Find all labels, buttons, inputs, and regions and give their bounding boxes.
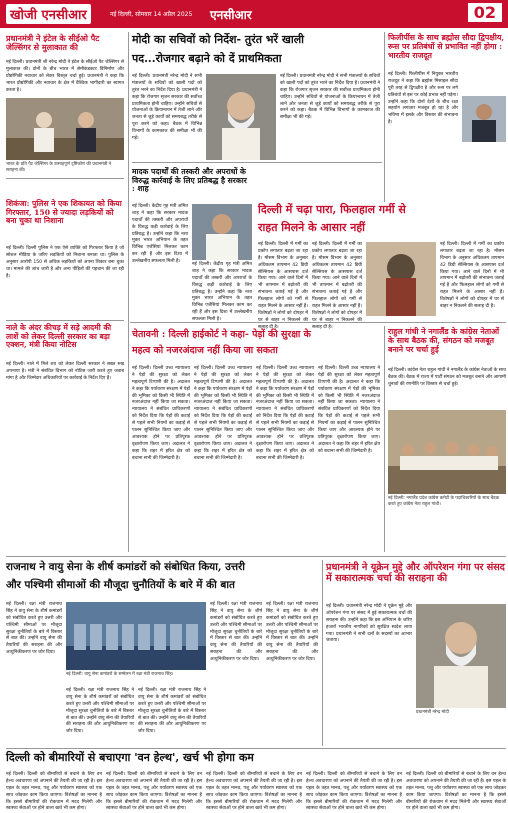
story-arrest-body: नई दिल्ली। दिल्ली पुलिस ने एक ऐसे व्यक्ति को गिरफ्तार किया है जो सोशल मीडिया के जरिए लड़कियों को निशाना बनाता था। पुलिस के अनुसार आरोपी 150 से अधिक लड़कियों को अपना शिकार बना चुका था। मामले की जांच जारी है और अन्य पीड़ितों की पहचान की जा रही है।: [6, 246, 124, 279]
masthead-date: नई दिल्ली, सोमवार 14 अप्रैल 2025: [110, 11, 193, 18]
rajnath-story-body-cont2: नई दिल्ली। रक्षा मंत्री राजनाथ सिंह ने वायु सेना के शीर्ष कमांडरों को संबोधित करते हुए उत्तरी और पश्चिमी सीमाओं पर मौजूदा सुरक्षा चुनौतियों के बारे में विस्तार से बात की। उन्होंने वायु सेना की तैयारियों की सराहना की और आधुनिकीकरण पर जोर दिया।: [138, 688, 206, 735]
column-divider: [384, 326, 385, 552]
hc-headline-line1: चेतावनी : दिल्ली हाईकोर्ट ने कहा- पेड़ों की सुरक्षा के: [132, 329, 311, 340]
page-number: 02: [468, 3, 502, 22]
weather-story-body: नई दिल्ली। दिल्ली में गर्मी का प्रकोप लगातार बढ़ता जा रहा है। मौसम विभाग के अनुसार अधिकतम तापमान 42 डिग्री सेल्सियस के आसपास दर्ज किया गया। आने वाले दिनों में भी तापमान में बढ़ोतरी की संभावना जताई गई है और फिलहाल लोगों को गर्मी से राहत मिलने के आसार नहीं हैं। विशेषज्ञों ने लोगों को दोपहर में घर से बाहर न निकलने की सलाह दी है।: [258, 242, 308, 330]
photo-amit-shah: [192, 204, 252, 260]
hc-story-body-cont2: नई दिल्ली। दिल्ली उच्च न्यायालय ने पेड़ों की सुरक्षा को लेकर महत्वपूर्ण टिप्पणी की है। अदालत ने कहा कि पर्यावरण संरक्षण में पेड़ों की भूमिका को किसी भी स्थिति में नजरअंदाज नहीं किया जा सकता। न्यायालय ने संबंधित प्राधिकरणों को निर्देश दिया कि पेड़ों की कटाई से पहले सभी नियमों का कड़ाई से पालन सुनिश्चित किया जाए और आवश्यक होने पर प्रतिपूरक वृक्षारोपण किया जाए। अदालत ने कहा कि शहर में हरित क्षेत्र को बचाना सभी की जिम्मेदारी है।: [256, 366, 315, 461]
photo-rahul-meeting-graphic: [388, 410, 506, 494]
photo-pm-parliament: [416, 604, 506, 708]
story-health-body-cont3: नई दिल्ली। दिल्ली को बीमारियों से बचाने के लिए वन हेल्थ अवधारणा को अपनाने की तैयारी की जा रही है। इस पहल के तहत मानव, पशु और पर्यावरण स्वास्थ्य को एक साथ जोड़कर काम किया जाएगा। विशेषज्ञों का मानना है कि इससे बीमारियों की रोकथाम में मदद मिलेगी और स्वास्थ्य सेवाओं पर होने वाला खर्च भी कम होगा।: [306, 772, 402, 812]
column-divider: [128, 32, 129, 552]
story-health-body-cont4: नई दिल्ली। दिल्ली को बीमारियों से बचाने के लिए वन हेल्थ अवधारणा को अपनाने की तैयारी की जा रही है। इस पहल के तहत मानव, पशु और पर्यावरण स्वास्थ्य को एक साथ जोड़कर काम किया जाएगा। विशेषज्ञों का मानना है कि इससे बीमारियों की रोकथाम में मदद मिलेगी और स्वास्थ्य सेवाओं पर होने वाला खर्च भी कम होगा।: [406, 772, 506, 812]
column-divider: [322, 560, 323, 746]
divider: [130, 322, 506, 323]
main-story-body: नई दिल्ली। प्रधानमंत्री नरेन्द्र मोदी ने सभी मंत्रालयों के सचिवों को खाली पदों को तुरंत भरने का निर्देश दिया है। प्रधानमंत्री ने कहा कि रोजगार सृजन सरकार की सर्वोच्च प्राथमिकता होनी चाहिए। उन्होंने सचिवों से योजनाओं के क्रियान्वयन में तेजी लाने और जनता से जुड़े कार्यों को समयबद्ध तरीके से पूरा करने को कहा। बैठक में विभिन्न विभागों के कामकाज की समीक्षा भी की गई।: [132, 74, 202, 142]
story-intel-headline: प्रधानमंत्री ने इंटेल के सीईओ पैट जेल्सिंगर से मुलाकात की: [6, 33, 100, 53]
divider: [6, 748, 506, 749]
story-ukraine-body: नई दिल्ली। प्रधानमंत्री नरेन्द्र मोदी ने यूक्रेन मुद्दे और ऑपरेशन गंगा पर संसद में हुई सकारात्मक चर्चा की सराहना की। उन्होंने कहा कि इस अभियान के जरिए हजारों भारतीय नागरिकों को सुरक्षित स्वदेश लाया गया। प्रधानमंत्री ने सभी दलों के सदस्यों का आभार जताया।: [326, 604, 412, 644]
story-ukraine-caption: प्रधानमंत्री नरेन्द्र मोदी: [416, 710, 449, 715]
rajnath-headline-line1: राजनाथ ने वायु सेना के शीर्ष कमांडरों को संबोधित किया, उत्तरी: [6, 561, 245, 573]
section-name: एनसीआर: [210, 8, 252, 22]
rajnath-story-body-cont: नई दिल्ली। रक्षा मंत्री राजनाथ सिंह ने वायु सेना के शीर्ष कमांडरों को संबोधित करते हुए उत्तरी और पश्चिमी सीमाओं पर मौजूदा सुरक्षा चुनौतियों के बारे में विस्तार से बात की। उन्होंने वायु सेना की तैयारियों की सराहना की और आधुनिकीकरण पर जोर दिया।: [66, 688, 134, 735]
photo-heat-graphic: [366, 242, 436, 316]
masthead: [0, 0, 508, 28]
photo-pm-modi-graphic: [206, 74, 276, 160]
weather-headline-line1: दिल्ली में चढ़ा पारा, फिलहाल गर्मी से: [258, 203, 406, 216]
photo-heat: [366, 242, 436, 316]
divider: [6, 178, 124, 179]
rajnath-story-body-cont3: नई दिल्ली। रक्षा मंत्री राजनाथ सिंह ने वायु सेना के शीर्ष कमांडरों को संबोधित करते हुए उत्तरी और पश्चिमी सीमाओं पर मौजूदा सुरक्षा चुनौतियों के बारे में विस्तार से बात की। उन्होंने वायु सेना की तैयारियों की सराहना की और आधुनिकीकरण पर जोर दिया।: [210, 602, 262, 663]
rajnath-story-body-cont4: नई दिल्ली। रक्षा मंत्री राजनाथ सिंह ने वायु सेना के शीर्ष कमांडरों को संबोधित करते हुए उत्तरी और पश्चिमी सीमाओं पर मौजूदा सुरक्षा चुनौतियों के बारे में विस्तार से बात की। उन्होंने वायु सेना की तैयारियों की सराहना की और आधुनिकीकरण पर जोर दिया।: [266, 602, 318, 663]
story-rahul-caption: नई दिल्ली: नगालैंड प्रदेश कांग्रेस कमेटी के पदाधिकारियों के साथ बैठक करते हुए कांग्रेस नेता राहुल गांधी।: [388, 496, 500, 508]
hc-story-body-cont: नई दिल्ली। दिल्ली उच्च न्यायालय ने पेड़ों की सुरक्षा को लेकर महत्वपूर्ण टिप्पणी की है। अदालत ने कहा कि पर्यावरण संरक्षण में पेड़ों की भूमिका को किसी भी स्थिति में नजरअंदाज नहीं किया जा सकता। न्यायालय ने संबंधित प्राधिकरणों को निर्देश दिया कि पेड़ों की कटाई से पहले सभी नियमों का कड़ाई से पालन सुनिश्चित किया जाए और आवश्यक होने पर प्रतिपूरक वृक्षारोपण किया जाए। अदालत ने कहा कि शहर में हरित क्षेत्र को बचाना सभी की जिम्मेदारी है।: [194, 366, 253, 461]
photo-iaf-commanders: [66, 602, 206, 670]
hc-story-body: नई दिल्ली। दिल्ली उच्च न्यायालय ने पेड़ों की सुरक्षा को लेकर महत्वपूर्ण टिप्पणी की है। अदालत ने कहा कि पर्यावरण संरक्षण में पेड़ों की भूमिका को किसी भी स्थिति में नजरअंदाज नहीं किया जा सकता। न्यायालय ने संबंधित प्राधिकरणों को निर्देश दिया कि पेड़ों की कटाई से पहले सभी नियमों का कड़ाई से पालन सुनिश्चित किया जाए और आवश्यक होने पर प्रतिपूरक वृक्षारोपण किया जाए। अदालत ने कहा कि शहर में हरित क्षेत्र को बचाना सभी की जिम्मेदारी है।: [132, 366, 191, 461]
story-shah-headline: मादक पदार्थों की तस्करी और अपराधों के विरुद्ध कार्रवाई के लिए प्रतिबद्ध है सरकार : शाह: [132, 167, 247, 194]
story-intel-caption: भारत के प्रति पैट जेल्सिंगर के उत्साहपूर्ण दृष्टिकोण की प्रधानमंत्री ने सराहना की।: [6, 162, 112, 174]
story-health-headline: दिल्ली को बीमारियों से बचाएगा 'वन हेल्थ', खर्च भी होगा कम: [6, 751, 254, 764]
photo-ambassador: [462, 96, 506, 142]
story-arrest-headline: शिकंजा: पुलिस ने एक शिकायत को किया गिरफ्तार, 150 से ज्यादा लड़कियों को बना चुका था निशाना: [6, 199, 122, 226]
divider: [6, 320, 124, 321]
divider: [6, 556, 506, 557]
main-headline-line1: मोदी का सचिवों को निर्देश- तुरंत भरें खाली: [132, 33, 305, 46]
column-divider: [384, 32, 385, 202]
story-brahmos-body: नई दिल्ली। फिलीपींस में नियुक्त भारतीय राजदूत ने कहा कि ब्रह्मोस मिसाइल सौदा पूरी तरह से द्विपक्षीय है और रूस पर लगे प्रतिबंधों से इस पर कोई प्रभाव नहीं पड़ेगा। उन्होंने कहा कि दोनों देशों के बीच रक्षा सहयोग लगातार मजबूत हो रहा है और भविष्य में इसके और विस्तार की संभावना है।: [388, 72, 458, 126]
weather-story-body-cont: नई दिल्ली। दिल्ली में गर्मी का प्रकोप लगातार बढ़ता जा रहा है। मौसम विभाग के अनुसार अधिकतम तापमान 42 डिग्री सेल्सियस के आसपास दर्ज किया गया। आने वाले दिनों में भी तापमान में बढ़ोतरी की संभावना जताई गई है और फिलहाल लोगों को गर्मी से राहत मिलने के आसार नहीं हैं। विशेषज्ञों ने लोगों को दोपहर में घर से बाहर न निकलने की सलाह दी है।: [312, 242, 362, 330]
story-intel-body: नई दिल्ली। प्रधानमंत्री श्री नरेन्द्र मोदी ने इंटेल के सीईओ पैट जेल्सिंगर से मुलाकात की। दोनों के बीच भारत में सेमीकंडक्टर विनिर्माण और प्रौद्योगिकी नवाचार को लेकर विस्तृत चर्चा हुई। प्रधानमंत्री ने कहा कि भारत प्रौद्योगिकी और नवाचार के क्षेत्र में वैश्विक भागीदारी का स्वागत करता है।: [6, 60, 124, 93]
paper-logo: खोजी एनसीआर: [6, 4, 91, 24]
story-ukraine-headline: प्रधानमंत्री ने यूक्रेन मुद्दे और ऑपरेशन गंगा पर संसद में सकारात्मक चर्चा की सराहना की: [326, 562, 505, 585]
story-drain-body: नई दिल्ली। नाले में मिले शव को लेकर दिल्ली सरकार ने सख्त रुख अपनाया है। मंत्री ने संबंधित विभाग को नोटिस जारी करते हुए जवाब मांगा है और जिम्मेदार अधिकारियों पर कार्रवाई के निर्देश दिए हैं।: [6, 362, 124, 381]
photo-pm-parliament-graphic: [416, 604, 506, 708]
rajnath-story-body: नई दिल्ली। रक्षा मंत्री राजनाथ सिंह ने वायु सेना के शीर्ष कमांडरों को संबोधित करते हुए उत्तरी और पश्चिमी सीमाओं पर मौजूदा सुरक्षा चुनौतियों के बारे में विस्तार से बात की। उन्होंने वायु सेना की तैयारियों की सराहना की और आधुनिकीकरण पर जोर दिया।: [6, 602, 62, 656]
rajnath-caption: नई दिल्ली: वायु सेना कमांडरों के सम्मेलन में रक्षा मंत्री राजनाथ सिंह।: [66, 672, 174, 677]
photo-iaf-commanders-graphic: [66, 602, 206, 670]
story-rahul-body: नई दिल्ली। कांग्रेस नेता राहुल गांधी ने नगालैंड के कांग्रेस नेताओं के साथ बैठक की। बैठक में राज्य में पार्टी संगठन को मजबूत बनाने और आगामी चुनावों की रणनीति पर विस्तार से चर्चा हुई।: [388, 368, 506, 387]
photo-amit-shah-graphic: [192, 204, 252, 260]
story-health-body-cont2: नई दिल्ली। दिल्ली को बीमारियों से बचाने के लिए वन हेल्थ अवधारणा को अपनाने की तैयारी की जा रही है। इस पहल के तहत मानव, पशु और पर्यावरण स्वास्थ्य को एक साथ जोड़कर काम किया जाएगा। विशेषज्ञों का मानना है कि इससे बीमारियों की रोकथाम में मदद मिलेगी और स्वास्थ्य सेवाओं पर होने वाला खर्च भी कम होगा।: [206, 772, 302, 812]
divider: [132, 162, 382, 163]
photo-rahul-meeting: [388, 410, 506, 494]
weather-headline-line2: राहत मिलने के आसार नहीं: [258, 221, 366, 234]
story-brahmos-headline: फिलीपींस के साथ ब्रह्मोस सौदा द्विपक्षीय, रूस पर प्रतिबंधों से प्रभावित नहीं होगा : भारतीय राजदूत: [388, 33, 505, 60]
weather-story-body-cont2: नई दिल्ली। दिल्ली में गर्मी का प्रकोप लगातार बढ़ता जा रहा है। मौसम विभाग के अनुसार अधिकतम तापमान 42 डिग्री सेल्सियस के आसपास दर्ज किया गया। आने वाले दिनों में भी तापमान में बढ़ोतरी की संभावना जताई गई है और फिलहाल लोगों को गर्मी से राहत मिलने के आसार नहीं हैं। विशेषज्ञों ने लोगों को दोपहर में घर से बाहर न निकलने की सलाह दी है।: [440, 242, 504, 310]
main-headline-line2: पद...रोजगार बढ़ाने को दें प्राथमिकता: [132, 52, 282, 65]
rajnath-headline-line2: और पश्चिमी सीमाओं की मौजूदा चुनौतियों के बारे में की बात: [6, 579, 235, 591]
photo-pm-modi: [206, 74, 276, 160]
story-health-body-cont: नई दिल्ली। दिल्ली को बीमारियों से बचाने के लिए वन हेल्थ अवधारणा को अपनाने की तैयारी की जा रही है। इस पहल के तहत मानव, पशु और पर्यावरण स्वास्थ्य को एक साथ जोड़कर काम किया जाएगा। विशेषज्ञों का मानना है कि इससे बीमारियों की रोकथाम में मदद मिलेगी और स्वास्थ्य सेवाओं पर होने वाला खर्च भी कम होगा।: [106, 772, 202, 812]
photo-ambassador-graphic: [462, 96, 506, 142]
main-story-body-cont: नई दिल्ली। प्रधानमंत्री नरेन्द्र मोदी ने सभी मंत्रालयों के सचिवों को खाली पदों को तुरंत भरने का निर्देश दिया है। प्रधानमंत्री ने कहा कि रोजगार सृजन सरकार की सर्वोच्च प्राथमिकता होनी चाहिए। उन्होंने सचिवों से योजनाओं के क्रियान्वयन में तेजी लाने और जनता से जुड़े कार्यों को समयबद्ध तरीके से पूरा करने को कहा। बैठक में विभिन्न विभागों के कामकाज की समीक्षा भी की गई।: [280, 74, 380, 121]
story-shah-body: नई दिल्ली। केंद्रीय गृह मंत्री अमित शाह ने कहा कि सरकार मादक पदार्थों की तस्करी और अपराधों के विरुद्ध कड़ी कार्रवाई के लिए प्रतिबद्ध है। उन्होंने कहा कि नशा मुक्त भारत अभियान के तहत विभिन्न एजेंसियां मिलकर काम कर रही हैं और इस दिशा में उल्लेखनीय सफलता मिली है।: [132, 204, 188, 265]
photo-pm-intel: [6, 98, 124, 160]
story-drain-headline: नाले के अंदर कीचड़ में सड़े आदमी की लाशें को लेकर दिल्ली सरकार का बड़ा एक्शन, मंत्री किया नोटिस: [6, 323, 112, 350]
photo-pm-intel-graphic: [6, 98, 124, 160]
story-health-body: नई दिल्ली। दिल्ली को बीमारियों से बचाने के लिए वन हेल्थ अवधारणा को अपनाने की तैयारी की जा रही है। इस पहल के तहत मानव, पशु और पर्यावरण स्वास्थ्य को एक साथ जोड़कर काम किया जाएगा। विशेषज्ञों का मानना है कि इससे बीमारियों की रोकथाम में मदद मिलेगी और स्वास्थ्य सेवाओं पर होने वाला खर्च भी कम होगा।: [6, 772, 102, 812]
hc-story-body-cont3: नई दिल्ली। दिल्ली उच्च न्यायालय ने पेड़ों की सुरक्षा को लेकर महत्वपूर्ण टिप्पणी की है। अदालत ने कहा कि पर्यावरण संरक्षण में पेड़ों की भूमिका को किसी भी स्थिति में नजरअंदाज नहीं किया जा सकता। न्यायालय ने संबंधित प्राधिकरणों को निर्देश दिया कि पेड़ों की कटाई से पहले सभी नियमों का कड़ाई से पालन सुनिश्चित किया जाए और आवश्यक होने पर प्रतिपूरक वृक्षारोपण किया जाए। अदालत ने कहा कि शहर में हरित क्षेत्र को बचाना सभी की जिम्मेदारी है।: [318, 366, 380, 454]
story-shah-body-cont: नई दिल्ली। केंद्रीय गृह मंत्री अमित शाह ने कहा कि सरकार मादक पदार्थों की तस्करी और अपराधों के विरुद्ध कड़ी कार्रवाई के लिए प्रतिबद्ध है। उन्होंने कहा कि नशा मुक्त भारत अभियान के तहत विभिन्न एजेंसियां मिलकर काम कर रही हैं और इस दिशा में उल्लेखनीय सफलता मिली है।: [192, 262, 252, 323]
story-rahul-headline: राहुल गांधी ने नगालैंड के कांग्रेस नेताओं के साथ बैठक की, संगठन को मजबूत बनाने पर चर्चा हुई: [388, 327, 500, 354]
hc-headline-line2: महत्व को नजरअंदाज नहीं किया जा सकता: [132, 345, 278, 356]
